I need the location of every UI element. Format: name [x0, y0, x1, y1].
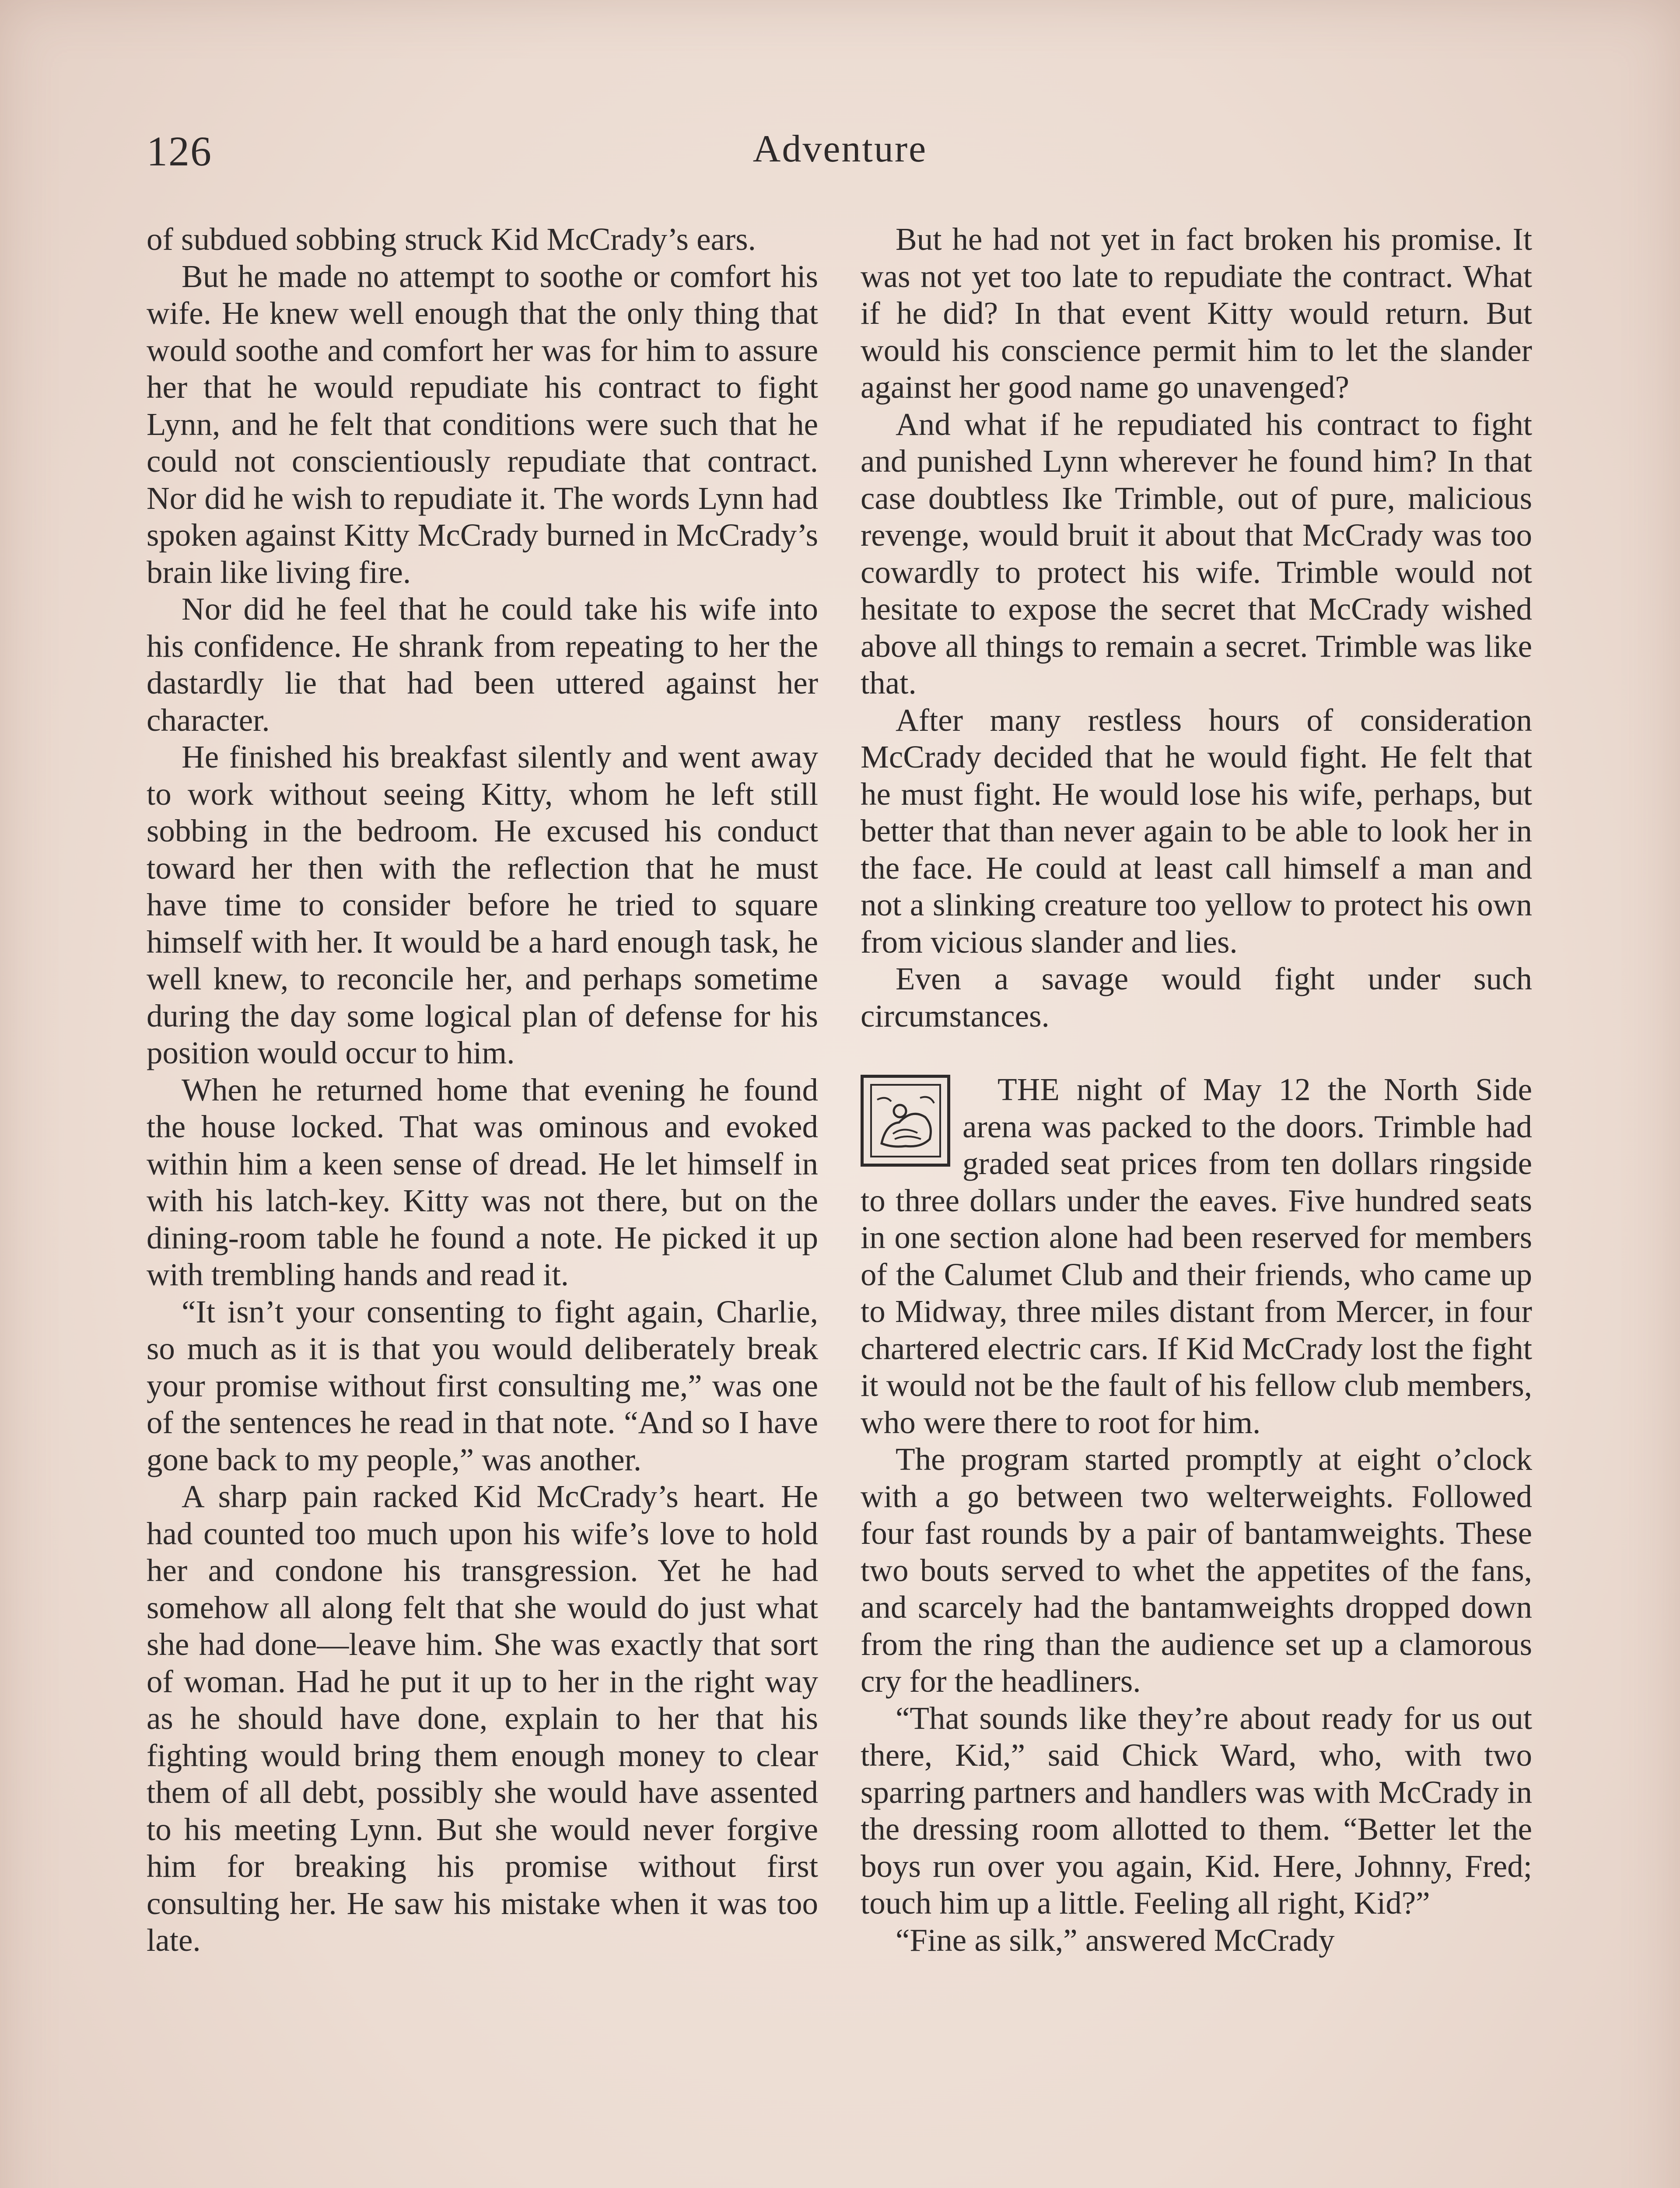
running-title: Adventure	[752, 128, 928, 170]
page-number: 126	[147, 128, 212, 175]
ornament-illustration-icon	[868, 1082, 943, 1159]
paragraph: of subdued sobbing struck Kid McCrady’s ears.	[147, 221, 756, 257]
paragraph: “It isn’t your consenting to fight again, Charlie, so much as it is that you would deliberately break your promise without first consulting me,” was one of the sentences he read in that note. “And so I have gone back to my people,” was another.	[147, 1294, 818, 1477]
paragraph: But he made no attempt to soothe or comfort his wife. He knew well enough that the only thing that would soothe and comfort her was for him to assure her that he would repudiate his contract to fight Lynn, and he felt that conditions were such that he could not conscientiously repudiate that contract. Nor did he wish to repudiate it. The words Lynn had spoken against Kitty McCrady burned in McCrady’s brain like living fire.	[147, 258, 818, 590]
paragraph: He finished his breakfast silently and went away to work without seeing Kitty, whom he left still sobbing in the bedroom. He excused his conduct toward her then with the reflection that he must have time to consider before he tried to square himself with her. It would be a hard enough task, he well knew, to reconcile her, and perhaps sometime during the day some logical plan of defense for his position would occur to him.	[147, 739, 818, 1070]
section-opening-paragraph: THE night of May 12 the North Side arena was packed to the doors. Trimble had graded seat prices from ten dollars ringside to three dollars under the eaves. Five hundred seats in one section alone had been reserved for members of the Calumet Club and their friends, who came up to Midway, three miles distant from Mercer, in four chartered electric cars. If Kid McCrady lost the fight it would not be the fault of his fellow club members, who were there to root for him.	[861, 1072, 1532, 1440]
paragraph: “That sounds like they’re about ready for us out there, Kid,” said Chick Ward, who, with two sparring partners and handlers was with McCrady in the dressing room allotted to them. “Better let the boys run over you again, Kid. Here, Johnny, Fred; touch him up a little. Feeling all right, Kid?”	[861, 1700, 1532, 1921]
paragraph: The program started promptly at eight o’clock with a go between two welterweights. Followed four fast rounds by a pair of bantamweights. These two bouts served to whet the appetites of the fans, and scarcely had the bantamweights dropped down from the ring than the audience set up a clamorous cry for the headliners.	[861, 1441, 1532, 1699]
paragraph: When he returned home that evening he found the house locked. That was ominous and evoked within him a keen sense of dread. He let himself in with his latch-key. Kitty was not there, but on the dining-room table he found a note. He picked it up with trembling hands and read it.	[147, 1072, 818, 1292]
section-break	[861, 1034, 1532, 1071]
right-column	[861, 221, 1532, 1959]
paragraph: And what if he repudiated his contract to fight and punished Lynn wherever he found him? In that case doubtless Ike Trimble, out of pure, malicious revenge, would bruit it about that McCrady was too cowardly to protect his wife. Trimble would not hesitate to expose the secret that McCrady wished above all things to remain a secret. Trimble was like that.	[861, 406, 1532, 701]
paragraph: A sharp pain racked Kid McCrady’s heart. He had counted too much upon his wife’s love to hold her and condone his transgression. Yet he had somehow all along felt that she would do just what she had done—leave him. She was exactly that sort of woman. Had he put it up to her in the right way as he should have done, explain to her that his fighting would bring them enough money to clear them of all debt, possibly she would have assented to his meeting Lynn. But she would never forgive him for breaking his promise without first consulting her. He saw his mistake when it was too late.	[147, 1479, 818, 1958]
paragraph: Nor did he feel that he could take his wife into his confidence. He shrank from repeating to her the dastardly lie that had been uttered against her character.	[147, 591, 818, 738]
paragraph: After many restless hours of consideration McCrady decided that he would fight. He felt that he must fight. He would lose his wife, perhaps, but better that than never again to be able to look her in the face. He could at least call himself a man and not a slinking creature too yellow to protect his own from vicious slander and lies.	[861, 702, 1532, 960]
paragraph: But he had not yet in fact broken his promise. It was not yet too late to repudiate the contract. What if he did? In that event Kitty would return. But would his conscience permit him to let the slander against her good name go unavenged?	[861, 221, 1532, 405]
page-header	[147, 127, 1533, 188]
decorative-initial-icon	[861, 1075, 950, 1167]
left-column	[147, 221, 818, 1959]
paragraph: “Fine as silk,” answered McCrady	[896, 1922, 1335, 1958]
paragraph: Even a savage would fight under such circumstances.	[861, 961, 1532, 1034]
